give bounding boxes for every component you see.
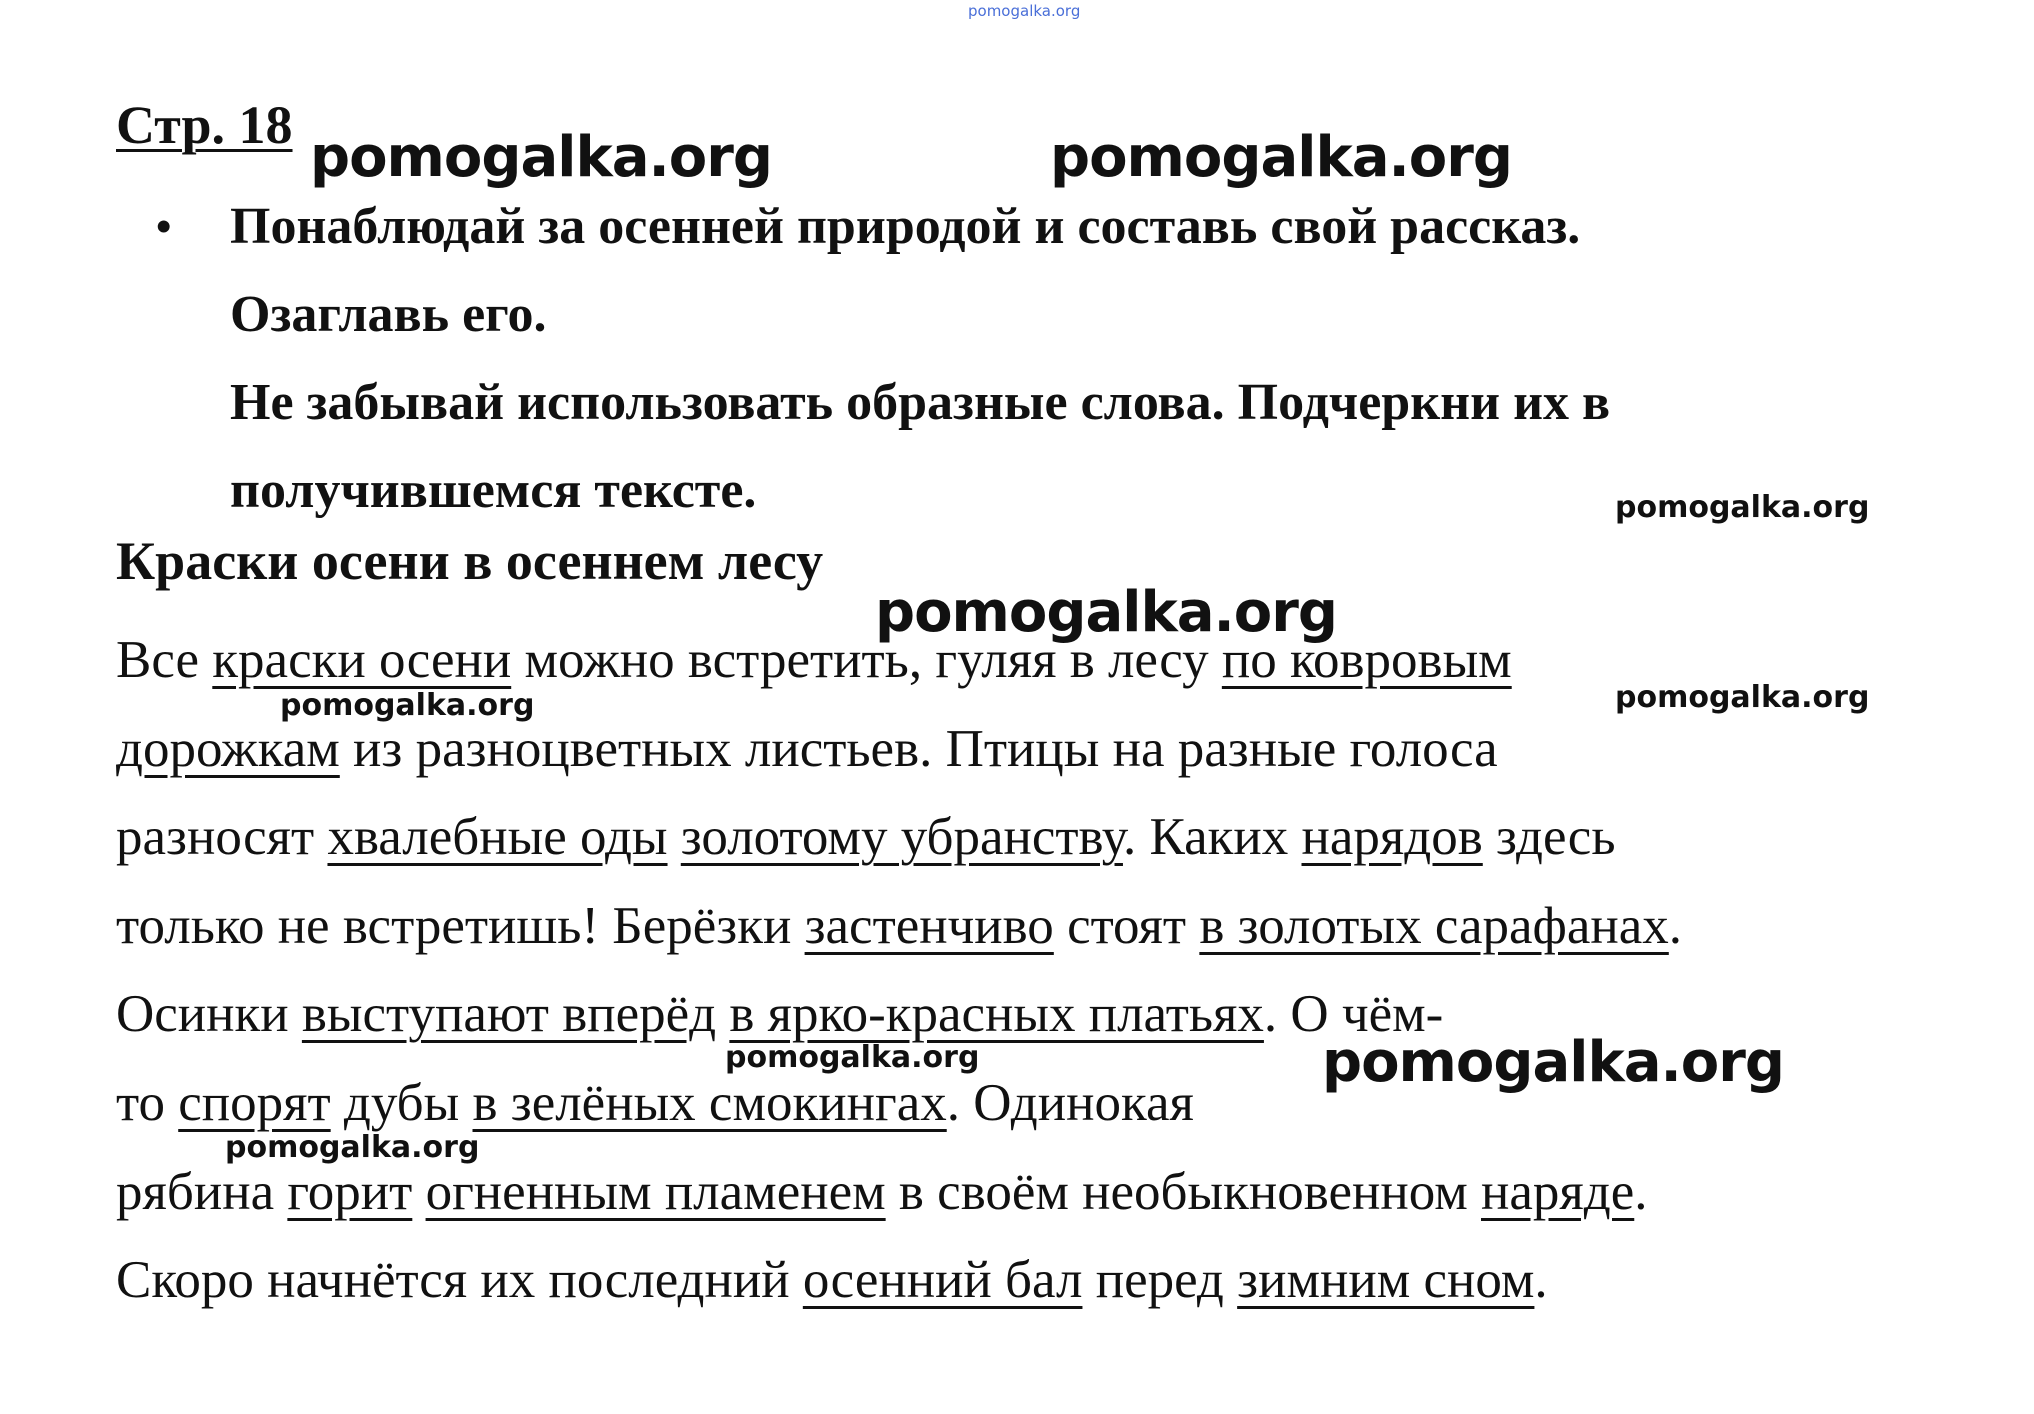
- figurative-word: осенний бал: [802, 1251, 1083, 1310]
- figurative-word: выступают вперёд: [301, 985, 717, 1044]
- figurative-word: нарядов: [1301, 808, 1483, 867]
- watermark: pomogalka.org: [225, 1130, 480, 1165]
- figurative-word: огненным пламенем: [425, 1162, 886, 1221]
- story-segment: .: [1668, 896, 1683, 955]
- page-number: Стр. 18: [116, 95, 293, 155]
- figurative-word: золотому убранству: [680, 808, 1123, 867]
- story-segment: Осинки: [116, 985, 302, 1044]
- task-line: Понаблюдай за осенней природой и составь свой рассказ.: [230, 198, 1581, 255]
- story-segment: [412, 1163, 425, 1221]
- story-segment: . Одинокая: [946, 1073, 1194, 1132]
- story-segment: .: [1634, 1162, 1648, 1221]
- bullet-icon: •: [156, 202, 172, 251]
- figurative-word: хвалебные оды: [327, 808, 668, 867]
- watermark: pomogalka.org: [310, 125, 772, 190]
- figurative-word: спорят: [178, 1073, 331, 1132]
- watermark: pomogalka.org: [280, 688, 535, 723]
- figurative-word: краски осени: [212, 631, 512, 689]
- story-segment: из разноцветных листьев. Птицы на разные голоса: [339, 719, 1498, 778]
- story-segment: . Каких: [1122, 808, 1302, 867]
- figurative-word: в ярко-красных платьях: [729, 985, 1264, 1044]
- story-segment: то: [116, 1073, 179, 1132]
- figurative-word: зимним сном: [1237, 1251, 1535, 1310]
- figurative-word: в золотых сарафанах: [1199, 896, 1669, 955]
- story-segment: здесь: [1482, 808, 1616, 867]
- story-title: Краски осени в осеннем лесу: [116, 531, 824, 591]
- task-line: получившемся тексте.: [230, 462, 757, 519]
- figurative-word: в зелёных смокингах: [472, 1073, 947, 1132]
- story-segment: можно встретить, гуляя в лесу: [511, 631, 1222, 689]
- story-line: [116, 882, 1916, 971]
- site-mark: pomogalka.org: [968, 2, 1081, 20]
- story-segment: рябина: [116, 1162, 288, 1221]
- watermark: pomogalka.org: [1050, 125, 1512, 190]
- task-list: [150, 183, 1850, 535]
- watermark: pomogalka.org: [875, 580, 1337, 645]
- story-segment: только не встретишь! Берёзки: [116, 896, 805, 955]
- watermark: pomogalka.org: [1322, 1030, 1784, 1095]
- story-segment: Все: [116, 631, 213, 689]
- watermark: pomogalka.org: [725, 1040, 980, 1075]
- story-segment: . О чём-: [1263, 985, 1444, 1044]
- story-segment: дубы: [330, 1073, 473, 1132]
- story-segment: Скоро начнётся их последний: [116, 1251, 803, 1310]
- task-item: [150, 183, 1850, 535]
- figurative-word: горит: [287, 1162, 413, 1221]
- task-line: Озаглавь его.: [230, 286, 547, 343]
- story-segment: [716, 985, 729, 1043]
- story-segment: .: [1534, 1251, 1548, 1310]
- story-line: [116, 1236, 1916, 1325]
- story-segment: в своём необыкновенном: [885, 1162, 1481, 1221]
- figurative-word: наряде: [1481, 1162, 1635, 1221]
- story-segment: разносят: [116, 808, 328, 867]
- figurative-word: застенчиво: [804, 896, 1054, 955]
- watermark: pomogalka.org: [1615, 680, 1870, 715]
- story-segment: стоят: [1053, 896, 1200, 955]
- figurative-word: дорожкам: [116, 719, 340, 778]
- figurative-word: по ковровым: [1221, 631, 1512, 689]
- task-line: Не забывай использовать образные слова. Подчеркни их в: [230, 374, 1611, 431]
- watermark: pomogalka.org: [1615, 490, 1870, 525]
- story-line: [116, 793, 1916, 882]
- story-segment: перед: [1082, 1251, 1238, 1310]
- story-segment: [668, 808, 681, 866]
